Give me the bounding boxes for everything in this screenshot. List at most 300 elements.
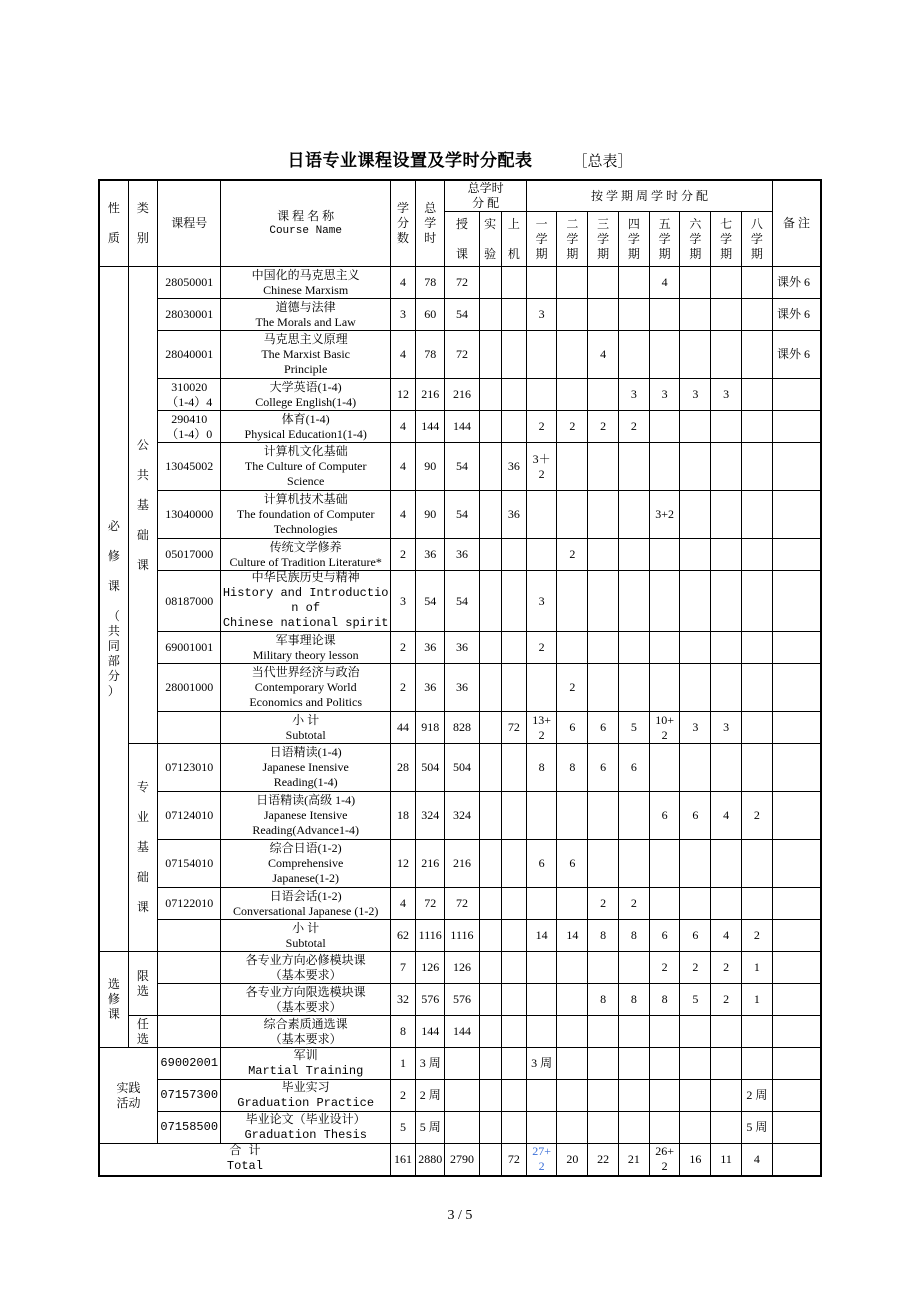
lab-hours <box>479 664 501 712</box>
total-hours: 5 周 <box>416 1112 445 1144</box>
lecture-hours: 324 <box>445 792 479 840</box>
semester-7-hours <box>711 632 741 664</box>
header-course-name <box>221 180 390 267</box>
header-lab: 实 验 <box>479 212 501 267</box>
semester-2-hours: 2 <box>557 664 588 712</box>
header-course-no: 课程号 <box>157 180 221 267</box>
semester-4-hours <box>618 331 649 379</box>
semester-4-hours <box>618 571 649 632</box>
course-code: 07154010 <box>157 840 221 888</box>
semester-3-hours <box>588 443 618 491</box>
semester-7-hours: 4 <box>711 920 741 952</box>
header-semester-1: 一 学 期 <box>526 212 556 267</box>
semester-5-hours <box>649 1112 679 1144</box>
semester-3-hours <box>588 1080 618 1112</box>
course-name: 各专业方向限选模块课 （基本要求） <box>221 984 390 1016</box>
remarks: 课外 6 <box>773 267 822 299</box>
table-row <box>99 267 821 299</box>
semester-8-hours <box>741 888 772 920</box>
semester-4-hours: 6 <box>618 744 649 792</box>
semester-6-hours <box>680 1080 711 1112</box>
semester-1-hours <box>526 1080 556 1112</box>
semester-7-hours: 4 <box>711 792 741 840</box>
course-name: 各专业方向必修模块课 （基本要求） <box>221 952 390 984</box>
credits: 4 <box>390 267 415 299</box>
semester-1-hours: 13+ 2 <box>526 712 556 744</box>
semester-6-hours <box>680 744 711 792</box>
course-code <box>157 984 221 1016</box>
remarks <box>773 411 822 443</box>
total-hours: 2 周 <box>416 1080 445 1112</box>
computer-hours <box>501 1112 526 1144</box>
semester-6-hours: 2 <box>680 952 711 984</box>
lecture-hours: 216 <box>445 840 479 888</box>
semester-8-hours: 1 <box>741 984 772 1016</box>
lab-hours <box>479 984 501 1016</box>
semester-6-hours <box>680 664 711 712</box>
semester-5-hours: 8 <box>649 984 679 1016</box>
lab-hours <box>479 792 501 840</box>
semester-2-hours <box>557 1048 588 1080</box>
semester-4-hours <box>618 443 649 491</box>
semester-1-hours <box>526 379 556 411</box>
semester-4-hours <box>618 1016 649 1048</box>
semester-2-hours <box>557 1112 588 1144</box>
semester-3-hours: 8 <box>588 920 618 952</box>
semester-1-hours <box>526 984 556 1016</box>
table-row <box>99 984 821 1016</box>
header-semester-5: 五 学 期 <box>649 212 679 267</box>
course-name: 传统文学修养 Culture of Tradition Literature* <box>221 539 390 571</box>
course-code: 290410 （1-4）0 <box>157 411 221 443</box>
computer-hours <box>501 571 526 632</box>
lab-hours <box>479 1016 501 1048</box>
semester-5-hours: 3 <box>649 379 679 411</box>
computer-hours <box>501 984 526 1016</box>
semester-8-hours <box>741 840 772 888</box>
lecture-hours: 54 <box>445 299 479 331</box>
semester-2-hours: 2 <box>557 411 588 443</box>
remarks <box>773 664 822 712</box>
semester-5-hours <box>649 1080 679 1112</box>
semester-7-hours <box>711 331 741 379</box>
semester-4-hours <box>618 267 649 299</box>
semester-3-hours <box>588 952 618 984</box>
remarks <box>773 792 822 840</box>
remarks <box>773 632 822 664</box>
total-hours: 36 <box>416 632 445 664</box>
semester-4-hours <box>618 952 649 984</box>
total-remarks <box>773 1144 822 1176</box>
total-credits: 161 <box>390 1144 415 1176</box>
semester-7-hours <box>711 491 741 539</box>
credits: 1 <box>390 1048 415 1080</box>
remarks <box>773 744 822 792</box>
lab-hours <box>479 571 501 632</box>
semester-4-hours <box>618 632 649 664</box>
semester-5-hours <box>649 744 679 792</box>
semester-2-hours <box>557 379 588 411</box>
semester-3-hours <box>588 491 618 539</box>
total-semester-5: 26+ 2 <box>649 1144 679 1176</box>
total-hours: 1116 <box>416 920 445 952</box>
semester-8-hours: 1 <box>741 952 772 984</box>
header-semester-dist: 按 学 期 周 学 时 分 配 <box>526 180 772 212</box>
header-semester-4: 四 学 期 <box>618 212 649 267</box>
computer-hours <box>501 632 526 664</box>
remarks: 课外 6 <box>773 331 822 379</box>
header-computer: 上 机 <box>501 212 526 267</box>
total-hours: 216 <box>416 379 445 411</box>
remarks <box>773 888 822 920</box>
table-row <box>99 1048 821 1080</box>
semester-5-hours <box>649 331 679 379</box>
lecture-hours: 54 <box>445 571 479 632</box>
remarks <box>773 1112 822 1144</box>
semester-1-hours: 3 周 <box>526 1048 556 1080</box>
course-code: 07123010 <box>157 744 221 792</box>
header-semester-6: 六 学 期 <box>680 212 711 267</box>
computer-hours <box>501 664 526 712</box>
total-row <box>99 1144 821 1176</box>
group-major-base: 专 业 基 础 课 <box>128 744 157 952</box>
computer-hours <box>501 539 526 571</box>
semester-7-hours <box>711 443 741 491</box>
semester-8-hours <box>741 267 772 299</box>
semester-1-hours: 3＋ 2 <box>526 443 556 491</box>
lecture-hours: 144 <box>445 411 479 443</box>
lecture-hours <box>445 1112 479 1144</box>
course-name: 计算机文化基础 The Culture of Computer Science <box>221 443 390 491</box>
course-code: 310020 （1-4）4 <box>157 379 221 411</box>
credits: 4 <box>390 443 415 491</box>
semester-7-hours: 3 <box>711 712 741 744</box>
course-code: 28050001 <box>157 267 221 299</box>
computer-hours <box>501 331 526 379</box>
semester-5-hours <box>649 1048 679 1080</box>
semester-8-hours <box>741 632 772 664</box>
credits: 4 <box>390 331 415 379</box>
semester-7-hours <box>711 1016 741 1048</box>
semester-5-hours: 6 <box>649 792 679 840</box>
page-subtitle: ［总表］ <box>572 152 633 170</box>
semester-6-hours <box>680 299 711 331</box>
group-elective: 选 修 课 <box>99 952 128 1048</box>
course-name: 综合素质通选课 （基本要求） <box>221 1016 390 1048</box>
semester-4-hours: 8 <box>618 920 649 952</box>
semester-4-hours: 2 <box>618 411 649 443</box>
course-name: 道德与法律 The Morals and Law <box>221 299 390 331</box>
total-hours: 60 <box>416 299 445 331</box>
semester-2-hours: 6 <box>557 840 588 888</box>
semester-7-hours <box>711 411 741 443</box>
course-name: 军训 Martial Training <box>221 1048 390 1080</box>
semester-2-hours: 8 <box>557 744 588 792</box>
course-name: 毕业论文（毕业设计） Graduation Thesis <box>221 1112 390 1144</box>
computer-hours <box>501 840 526 888</box>
semester-1-hours <box>526 952 556 984</box>
semester-5-hours <box>649 411 679 443</box>
semester-1-hours <box>526 267 556 299</box>
lab-hours <box>479 379 501 411</box>
total-hours: 90 <box>416 491 445 539</box>
semester-3-hours: 6 <box>588 712 618 744</box>
total-hours: 36 <box>416 539 445 571</box>
total-semester-1: 27+ 2 <box>526 1144 556 1176</box>
semester-4-hours <box>618 539 649 571</box>
total-hours: 576 <box>416 984 445 1016</box>
semester-7-hours <box>711 840 741 888</box>
total-hours: 3 周 <box>416 1048 445 1080</box>
lab-hours <box>479 491 501 539</box>
total-semester-4: 21 <box>618 1144 649 1176</box>
semester-2-hours <box>557 1016 588 1048</box>
semester-4-hours <box>618 491 649 539</box>
semester-5-hours <box>649 571 679 632</box>
semester-3-hours: 4 <box>588 331 618 379</box>
semester-6-hours <box>680 571 711 632</box>
lab-hours <box>479 1080 501 1112</box>
total-label: 合 计 Total <box>99 1144 390 1176</box>
lecture-hours: 828 <box>445 712 479 744</box>
computer-hours <box>501 267 526 299</box>
remarks <box>773 984 822 1016</box>
semester-4-hours <box>618 840 649 888</box>
lab-hours <box>479 632 501 664</box>
credits: 32 <box>390 984 415 1016</box>
course-name: 马克思主义原理 The Marxist Basic Principle <box>221 331 390 379</box>
semester-7-hours <box>711 1080 741 1112</box>
semester-8-hours <box>741 539 772 571</box>
group-practice: 实践 活动 <box>99 1048 157 1144</box>
remarks <box>773 712 822 744</box>
semester-6-hours <box>680 267 711 299</box>
semester-8-hours <box>741 744 772 792</box>
lecture-hours: 504 <box>445 744 479 792</box>
semester-2-hours <box>557 792 588 840</box>
semester-1-hours <box>526 1112 556 1144</box>
semester-4-hours <box>618 1112 649 1144</box>
total-semester-7: 11 <box>711 1144 741 1176</box>
course-name: 综合日语(1-2) Comprehensive Japanese(1-2) <box>221 840 390 888</box>
semester-1-hours: 8 <box>526 744 556 792</box>
course-name: 小 计 Subtotal <box>221 920 390 952</box>
group-public-base: 公 共 基 础 课 <box>128 267 157 744</box>
lab-hours <box>479 888 501 920</box>
credits: 2 <box>390 539 415 571</box>
total-hours: 78 <box>416 267 445 299</box>
semester-5-hours: 6 <box>649 920 679 952</box>
total-hours: 126 <box>416 952 445 984</box>
semester-1-hours <box>526 1016 556 1048</box>
semester-1-hours <box>526 664 556 712</box>
credits: 28 <box>390 744 415 792</box>
semester-8-hours <box>741 299 772 331</box>
page-title: 日语专业课程设置及学时分配表 <box>287 151 533 171</box>
semester-3-hours <box>588 1016 618 1048</box>
semester-1-hours: 14 <box>526 920 556 952</box>
lab-hours <box>479 840 501 888</box>
lecture-hours: 72 <box>445 267 479 299</box>
group-optional: 任 选 <box>128 1016 157 1048</box>
header-course-name-cn: 课 程 名 称 <box>277 208 335 223</box>
lab-hours <box>479 331 501 379</box>
semester-3-hours: 6 <box>588 744 618 792</box>
table-row <box>99 888 821 920</box>
semester-6-hours: 6 <box>680 792 711 840</box>
semester-7-hours <box>711 1048 741 1080</box>
semester-1-hours: 2 <box>526 411 556 443</box>
semester-3-hours <box>588 299 618 331</box>
semester-6-hours <box>680 331 711 379</box>
course-name: 大学英语(1-4) College English(1-4) <box>221 379 390 411</box>
table-row <box>99 443 821 491</box>
semester-4-hours: 5 <box>618 712 649 744</box>
total-lecture: 2790 <box>445 1144 479 1176</box>
lecture-hours: 54 <box>445 443 479 491</box>
header-total-hours: 总 学 时 <box>416 180 445 267</box>
semester-6-hours: 3 <box>680 712 711 744</box>
computer-hours <box>501 952 526 984</box>
total-lab <box>479 1144 501 1176</box>
course-name: 日语会话(1-2) Conversational Japanese (1-2) <box>221 888 390 920</box>
semester-3-hours <box>588 840 618 888</box>
table-row <box>99 792 821 840</box>
total-hours: 72 <box>416 888 445 920</box>
semester-2-hours <box>557 299 588 331</box>
semester-7-hours <box>711 664 741 712</box>
remarks <box>773 1016 822 1048</box>
computer-hours <box>501 920 526 952</box>
semester-2-hours: 14 <box>557 920 588 952</box>
semester-7-hours <box>711 267 741 299</box>
remarks <box>773 443 822 491</box>
course-name: 日语精读(高级 1-4) Japanese Itensive Reading(Advance1-4) <box>221 792 390 840</box>
semester-1-hours <box>526 331 556 379</box>
course-code: 07124010 <box>157 792 221 840</box>
semester-5-hours <box>649 632 679 664</box>
semester-1-hours: 3 <box>526 571 556 632</box>
semester-3-hours <box>588 571 618 632</box>
course-code: 07157300 <box>157 1080 221 1112</box>
semester-4-hours: 2 <box>618 888 649 920</box>
header-lecture: 授 课 <box>445 212 479 267</box>
total-hours: 144 <box>416 411 445 443</box>
lecture-hours: 36 <box>445 539 479 571</box>
computer-hours <box>501 744 526 792</box>
credits: 44 <box>390 712 415 744</box>
remarks <box>773 491 822 539</box>
course-name: 中国化的马克思主义 Chinese Marxism <box>221 267 390 299</box>
semester-8-hours: 2 <box>741 920 772 952</box>
course-code: 28001000 <box>157 664 221 712</box>
semester-5-hours <box>649 664 679 712</box>
semester-7-hours <box>711 539 741 571</box>
lab-hours <box>479 267 501 299</box>
semester-6-hours <box>680 888 711 920</box>
lecture-hours: 72 <box>445 888 479 920</box>
course-code: 05017000 <box>157 539 221 571</box>
computer-hours: 36 <box>501 443 526 491</box>
page-number: 3 / 5 <box>447 1208 473 1223</box>
remarks <box>773 539 822 571</box>
course-code: 28030001 <box>157 299 221 331</box>
semester-2-hours <box>557 443 588 491</box>
total-semester-3: 22 <box>588 1144 618 1176</box>
course-code: 07122010 <box>157 888 221 920</box>
remarks <box>773 1048 822 1080</box>
semester-5-hours: 4 <box>649 267 679 299</box>
course-name: 中华民族历史与精神 History and Introduction of Chinese national spirit <box>222 571 389 630</box>
lecture-hours: 54 <box>445 491 479 539</box>
semester-5-hours <box>649 299 679 331</box>
semester-4-hours <box>618 1048 649 1080</box>
semester-3-hours <box>588 1112 618 1144</box>
semester-7-hours <box>711 888 741 920</box>
course-code: 13040000 <box>157 491 221 539</box>
header-category: 类 别 <box>128 180 157 267</box>
course-code <box>157 1016 221 1048</box>
lecture-hours: 126 <box>445 952 479 984</box>
semester-2-hours <box>557 331 588 379</box>
credits: 3 <box>390 299 415 331</box>
credits: 4 <box>390 491 415 539</box>
semester-5-hours <box>649 443 679 491</box>
total-hours-sum: 2880 <box>416 1144 445 1176</box>
total-hours: 90 <box>416 443 445 491</box>
total-hours: 216 <box>416 840 445 888</box>
group-limited: 限 选 <box>128 952 157 1016</box>
header-distribution: 总学时 分 配 <box>445 180 527 212</box>
semester-3-hours <box>588 539 618 571</box>
semester-7-hours <box>711 744 741 792</box>
semester-4-hours: 8 <box>618 984 649 1016</box>
semester-1-hours: 3 <box>526 299 556 331</box>
semester-2-hours: 6 <box>557 712 588 744</box>
lecture-hours: 36 <box>445 632 479 664</box>
lab-hours <box>479 299 501 331</box>
lecture-hours: 144 <box>445 1016 479 1048</box>
lab-hours <box>479 539 501 571</box>
semester-3-hours <box>588 632 618 664</box>
semester-1-hours <box>526 888 556 920</box>
lecture-hours: 36 <box>445 664 479 712</box>
lab-hours <box>479 712 501 744</box>
total-hours: 504 <box>416 744 445 792</box>
credits: 8 <box>390 1016 415 1048</box>
credits: 12 <box>390 840 415 888</box>
credits: 18 <box>390 792 415 840</box>
semester-6-hours <box>680 443 711 491</box>
computer-hours <box>501 1048 526 1080</box>
computer-hours <box>501 792 526 840</box>
table-row <box>99 1080 821 1112</box>
semester-6-hours <box>680 1048 711 1080</box>
semester-4-hours <box>618 664 649 712</box>
semester-1-hours <box>526 491 556 539</box>
total-computer: 72 <box>501 1144 526 1176</box>
semester-3-hours: 8 <box>588 984 618 1016</box>
semester-3-hours <box>588 664 618 712</box>
total-hours: 36 <box>416 664 445 712</box>
course-code: 69001001 <box>157 632 221 664</box>
semester-6-hours: 5 <box>680 984 711 1016</box>
computer-hours <box>501 1016 526 1048</box>
credits: 7 <box>390 952 415 984</box>
course-name: 日语精读(1-4) Japanese Inensive Reading(1-4) <box>221 744 390 792</box>
total-semester-8: 4 <box>741 1144 772 1176</box>
computer-hours <box>501 888 526 920</box>
